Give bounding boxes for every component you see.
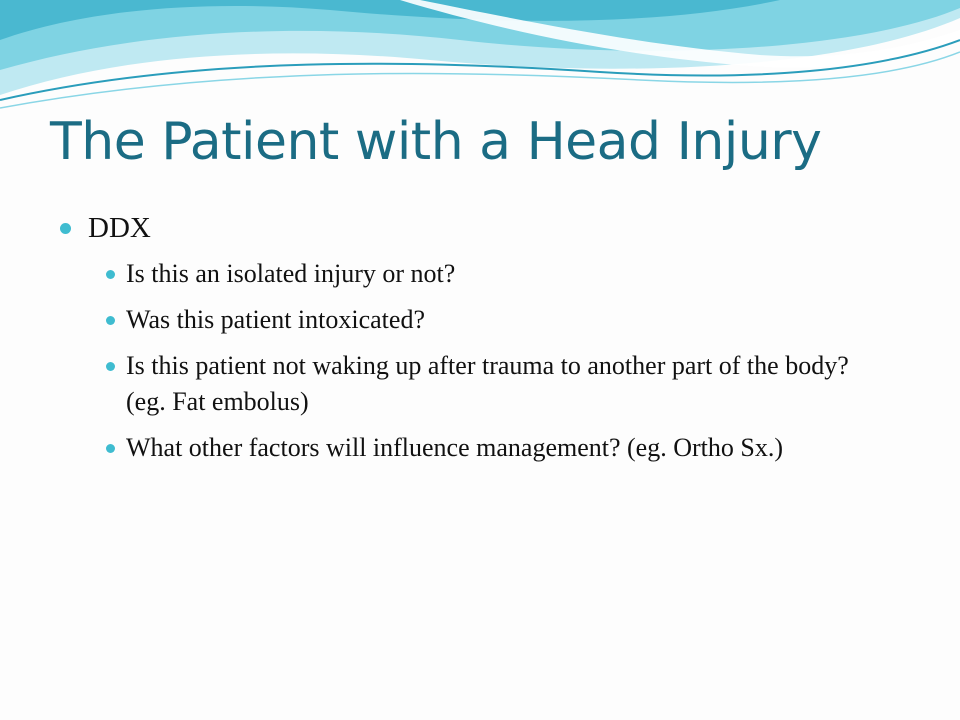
bullet-item-ddx xyxy=(58,208,888,248)
sub-bullet-item xyxy=(126,430,888,466)
bullet-dot-icon xyxy=(106,316,115,325)
slide-content xyxy=(58,208,888,476)
sub-bullet-list xyxy=(58,256,888,466)
bullet-text-ddx: DDX xyxy=(88,212,151,244)
decorative-wave-header xyxy=(0,0,960,120)
bullet-dot-icon xyxy=(106,444,115,453)
sub-bullet-text: Is this an isolated injury or not? xyxy=(126,259,456,288)
sub-bullet-item xyxy=(126,302,888,338)
bullet-dot-icon xyxy=(60,223,71,234)
sub-bullet-item xyxy=(126,348,888,420)
slide-title: The Patient with a Head Injury xyxy=(50,112,822,172)
sub-bullet-text: Was this patient intoxicated? xyxy=(126,305,425,334)
sub-bullet-text: What other factors will influence management? (eg. Ortho Sx.) xyxy=(126,433,783,462)
sub-bullet-text: Is this patient not waking up after trauma to another part of the body? (eg. Fat embolus) xyxy=(126,351,849,416)
bullet-dot-icon xyxy=(106,270,115,279)
sub-bullet-item xyxy=(126,256,888,292)
bullet-dot-icon xyxy=(106,362,115,371)
